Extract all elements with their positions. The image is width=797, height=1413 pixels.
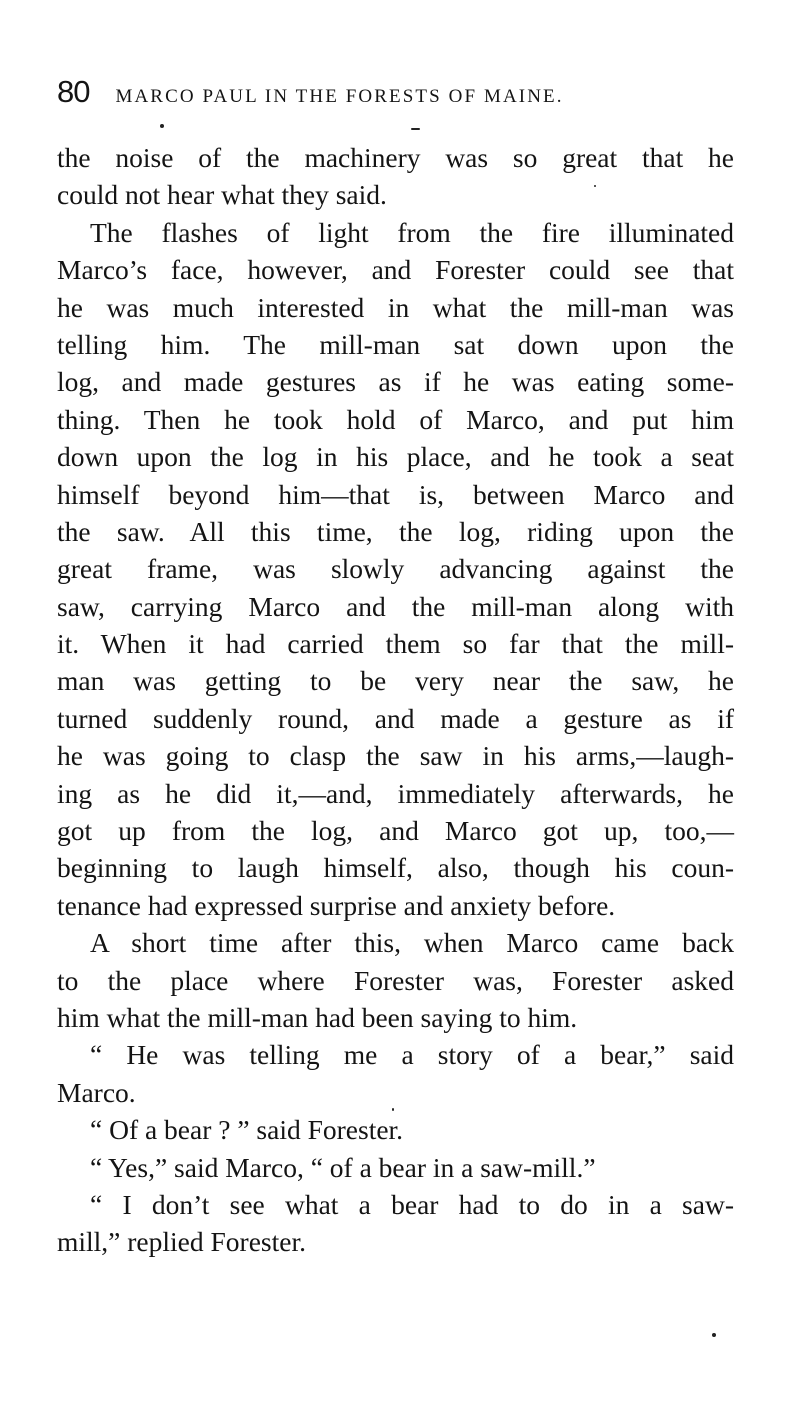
text-line: Marco. bbox=[57, 1076, 136, 1108]
text-line: great frame, was slowly advancing against the bbox=[57, 553, 734, 585]
text-line: mill,” replied Forester. bbox=[57, 1226, 306, 1258]
text-line: tenance had expressed surprise and anxiety before. bbox=[57, 889, 616, 921]
running-title: MARCO PAUL IN THE FORESTS OF MAINE. bbox=[115, 86, 564, 107]
text-line: could not hear what they said. bbox=[57, 179, 387, 211]
page-header bbox=[57, 74, 737, 114]
text-line: ing as he did it,—and, immediately afterwards, he bbox=[57, 777, 734, 809]
text-line: log, and made gestures as if he was eating some- bbox=[57, 366, 734, 398]
text-line: “ Of a bear ? ” said Forester. bbox=[90, 1114, 404, 1146]
text-line: beginning to laugh himself, also, though his coun- bbox=[57, 852, 734, 884]
text-line: turned suddenly round, and made a gesture as if bbox=[57, 702, 734, 734]
text-line: to the place where Forester was, Forester asked bbox=[57, 964, 734, 996]
text-line: The flashes of light from the fire illuminated bbox=[90, 216, 734, 248]
text-line: thing. Then he took hold of Marco, and put him bbox=[57, 403, 734, 435]
text-line: “ He was telling me a story of a bear,” said bbox=[90, 1039, 734, 1071]
text-line: he was going to clasp the saw in his arms,—laugh- bbox=[57, 740, 734, 772]
text-line: it. When it had carried them so far that the mill- bbox=[57, 628, 734, 660]
text-line: got up from the log, and Marco got up, too,— bbox=[57, 815, 734, 847]
text-line: the saw. All this time, the log, riding upon the bbox=[57, 515, 734, 547]
text-line: “ I don’t see what a bear had to do in a saw- bbox=[90, 1188, 734, 1220]
text-line: “ Yes,” said Marco, “ of a bear in a saw-mill.” bbox=[90, 1151, 596, 1183]
text-line: him what the mill-man had been saying to him. bbox=[57, 1001, 578, 1033]
text-line: saw, carrying Marco and the mill-man along with bbox=[57, 590, 734, 622]
text-line: himself beyond him—that is, between Marco and bbox=[57, 478, 734, 510]
page-number: 80 bbox=[57, 74, 90, 109]
body-text bbox=[57, 139, 734, 1261]
text-line: man was getting to be very near the saw, he bbox=[57, 665, 734, 697]
text-line: the noise of the machinery was so great that he bbox=[57, 142, 734, 173]
text-line: A short time after this, when Marco came back bbox=[90, 927, 734, 959]
text-line: he was much interested in what the mill-man was bbox=[57, 291, 734, 323]
text-line: down upon the log in his place, and he took a seat bbox=[57, 441, 734, 473]
text-line: Marco’s face, however, and Forester could see that bbox=[57, 254, 734, 286]
text-line: telling him. The mill-man sat down upon the bbox=[57, 328, 734, 360]
